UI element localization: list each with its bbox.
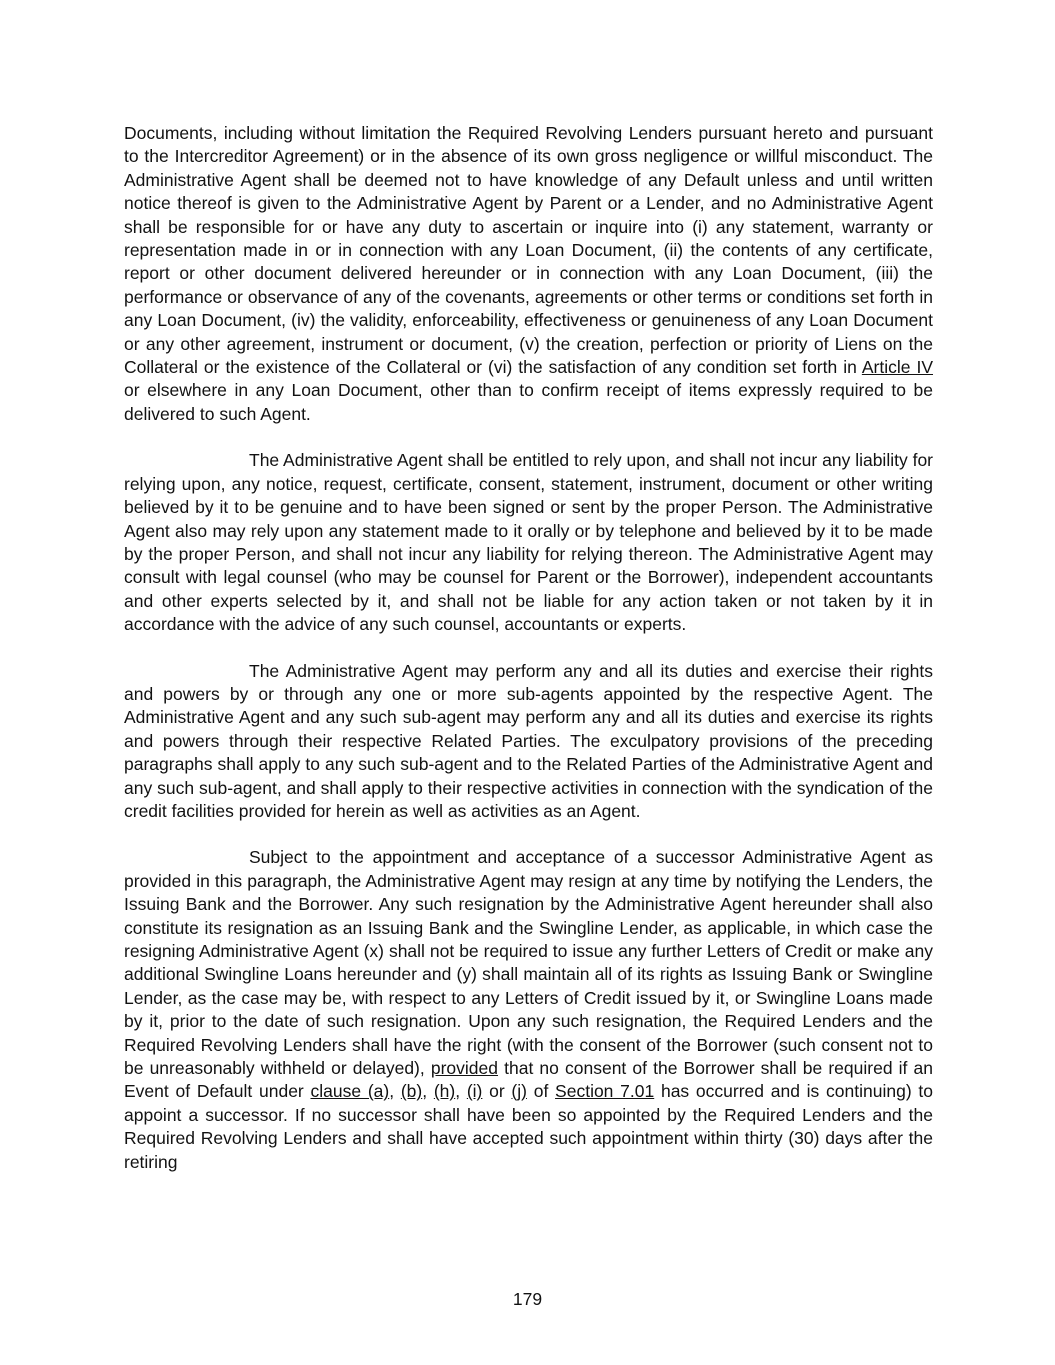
underlined-reference: (j) (511, 1081, 527, 1102)
page-number: 179 (512, 1289, 543, 1309)
text-run: or (482, 1081, 512, 1102)
underlined-reference: (i) (466, 1081, 483, 1102)
paragraph (124, 660, 933, 824)
text-run: Subject to the appointment and acceptance of a successor Administrative Agent as provided in this paragraph, the Administrative Agent may resign at any time by notifying the Lenders, the Issuing Bank and the Borrower. Any such resignation by the Administrative Agent hereunder shall also constitute its resignation as an Issuing Bank and the Swingline Lender, as applicable, in which case the resigning Administrative Agent (x) shall not be required to issue any further Letters of Credit or make any additional Swingline Loans hereunder and (y) shall maintain all of its rights as Issuing Bank or Swingline Lender, as the case may be, with respect to any Letters of Credit issued by it, or Swingline Loans made by it, prior to the date of such resignation. Upon any such resignation, the Required Lenders and the Required Revolving Lenders shall have the right (with the consent of the Borrower (such consent not to be unreasonably withheld or delayed), (124, 847, 933, 1079)
underlined-reference: (b) (400, 1081, 423, 1102)
text-run: or elsewhere in any Loan Document, other than to confirm receipt of items expressly required to be delivered to such Agent. (124, 380, 933, 424)
text-run: Documents, including without limitation the Required Revolving Lenders pursuant hereto and pursuant to the Intercreditor Agreement) or in the absence of its own gross negligence or willful misconduct. The Administrative Agent shall be deemed not to have knowledge of any Default unless and until written notice thereof is given to the Administrative Agent by Parent or a Lender, and no Administrative Agent shall be responsible for or have any duty to ascertain or inquire into (i) any statement, warranty or representation made in or in connection with any Loan Document, (ii) the contents of any certificate, report or other document delivered hereunder or in connection with any Loan Document, (iii) the performance or observance of any of the covenants, agreements or other terms or conditions set forth in any Loan Document, (iv) the validity, enforceability, effectiveness or genuineness of any Loan Document or any other agreement, instrument or document, (v) the creation, perfection or priority of Liens on the Collateral or the existence of the Collateral or (vi) the satisfaction of any condition set forth in (124, 123, 933, 378)
text-run: , (422, 1081, 434, 1102)
paragraph (124, 846, 933, 1174)
text-run: The Administrative Agent shall be entitled to rely upon, and shall not incur any liability for relying upon, any notice, request, certificate, consent, statement, instrument, document or other writing believed by it to be genuine and to have been signed or sent by the proper Person. The Administrative Agent also may rely upon any statement made to it orally or by telephone and believed by it to be made by the proper Person, and shall not incur any liability for relying thereon. The Administrative Agent may consult with legal counsel (who may be counsel for Parent or the Borrower), independent accountants and other experts selected by it, and shall not be liable for any action taken or not taken by it in accordance with the advice of any such counsel, accountants or experts. (124, 450, 933, 635)
document-body (124, 122, 933, 1174)
text-run: of (526, 1081, 556, 1102)
underlined-reference: clause (a) (310, 1081, 390, 1102)
underlined-reference: Section 7.01 (555, 1081, 655, 1102)
paragraph (124, 122, 933, 426)
text-run: , (389, 1081, 401, 1102)
text-run: has occurred and is continuing) to appoint a successor. If no successor shall have been so appointed by the Required Lenders and the Required Revolving Lenders and shall have accepted such appointment within thirty (30) days after the retiring (124, 1081, 933, 1172)
underlined-reference: Article IV (861, 357, 933, 378)
text-run: that no consent of the Borrower shall be required if an Event of Default under (124, 1058, 933, 1102)
text-run: , (455, 1081, 467, 1102)
text-run: The Administrative Agent may perform any and all its duties and exercise their rights and powers by or through any one or more sub-agents appointed by the respective Agent. The Administrative Agent and any such sub-agent may perform any and all its duties and exercise its rights and powers through their respective Related Parties. The exculpatory provisions of the preceding paragraphs shall apply to any such sub-agent and to the Related Parties of the Administrative Agent and any such sub-agent, and shall apply to their respective activities in connection with the syndication of the credit facilities provided for herein as well as activities as an Agent. (124, 660, 933, 821)
underlined-reference: provided (430, 1058, 499, 1079)
paragraph (124, 449, 933, 636)
underlined-reference: (h) (433, 1081, 456, 1102)
